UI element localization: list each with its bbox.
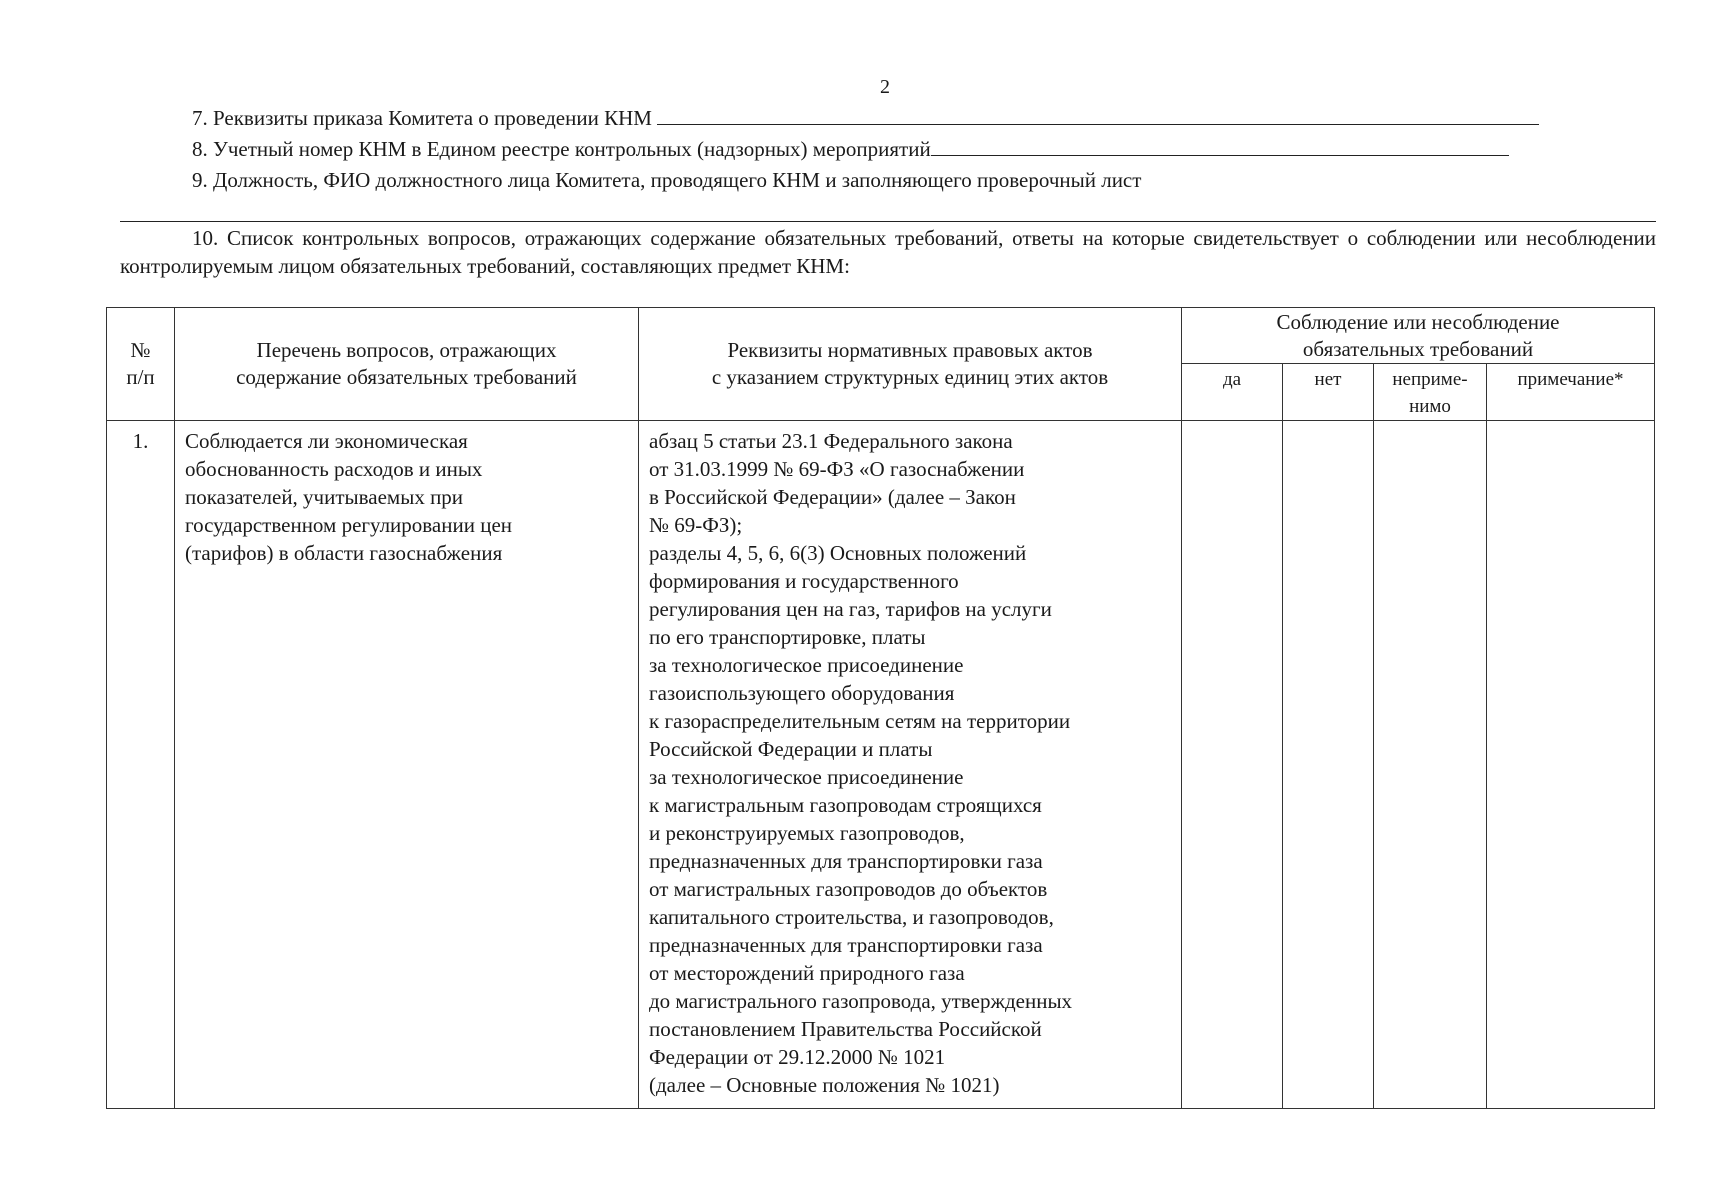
field-official-name [192,168,1141,192]
header-yes: да [1182,364,1283,421]
cell-yes[interactable] [1182,421,1283,1109]
fill-line [657,104,1539,125]
header-number: № п/п [107,308,175,421]
cell-no[interactable] [1283,421,1374,1109]
field-label: 9. Должность, ФИО должностного лица Комитета, проводящего КНМ и заполняющего проверочный лист [192,168,1142,192]
header-not-applicable: неприме- нимо [1374,364,1487,421]
row-number: 1. [107,421,175,1109]
checklist-table [106,307,1655,1109]
cell-not-applicable[interactable] [1374,421,1487,1109]
page-number: 2 [880,76,890,98]
field-registry-number [192,135,1509,161]
field-label: 7. Реквизиты приказа Комитета о проведении КНМ [192,106,652,130]
table-row [107,421,1655,1109]
section-10-intro: 10. Список контрольных вопросов, отражающих содержание обязательных требований, ответы на которые свидетельствует о соблюдении или несоблюдении контролируемым лицом обязательных требований, составляющих предмет КНМ: [120,226,1656,278]
header-no: нет [1283,364,1374,421]
header-questions: Перечень вопросов, отражающих содержание обязательных требований [175,308,639,421]
row-legal-acts: абзац 5 статьи 23.1 Федерального закона от 31.03.1999 № 69-ФЗ «О газоснабжении в Российской Федерации» (далее – Закон № 69-ФЗ); разделы 4, 5, 6, 6(3) Основных положений формирования и государственного регулирования цен на газ, тарифов на услуги по его транспортировке, платы за технологическое присоединение газоиспользующего оборудования к газораспределительным сетям на территории Российской Федерации и платы за технологическое присоединение к магистральным газопроводам строящихся и реконструируемых газопроводов, предназначенных для транспортировки газа от магистральных газопроводов до объектов капитального строительства, и газопроводов, предназначенных для транспортировки газа от месторождений природного газа до магистрального газопровода, утвержденных постановлением Правительства Российской Федерации от 29.12.2000 № 1021 (далее – Основные положения № 1021) [639,421,1182,1109]
field-order-details [192,104,1539,130]
field-label: 8. Учетный номер КНМ в Едином реестре контрольных (надзорных) мероприятий [192,137,931,161]
header-legal-acts: Реквизиты нормативных правовых актов с указанием структурных единиц этих актов [639,308,1182,421]
header-note: примечание* [1487,364,1655,421]
row-question: Соблюдается ли экономическая обоснованность расходов и иных показателей, учитываемых при государственном регулировании цен (тарифов) в области газоснабжения [175,421,639,1109]
fill-line [931,135,1509,156]
header-compliance: Соблюдение или несоблюдение обязательных требований [1182,308,1655,364]
fill-line-full [120,221,1656,222]
cell-note[interactable] [1487,421,1655,1109]
